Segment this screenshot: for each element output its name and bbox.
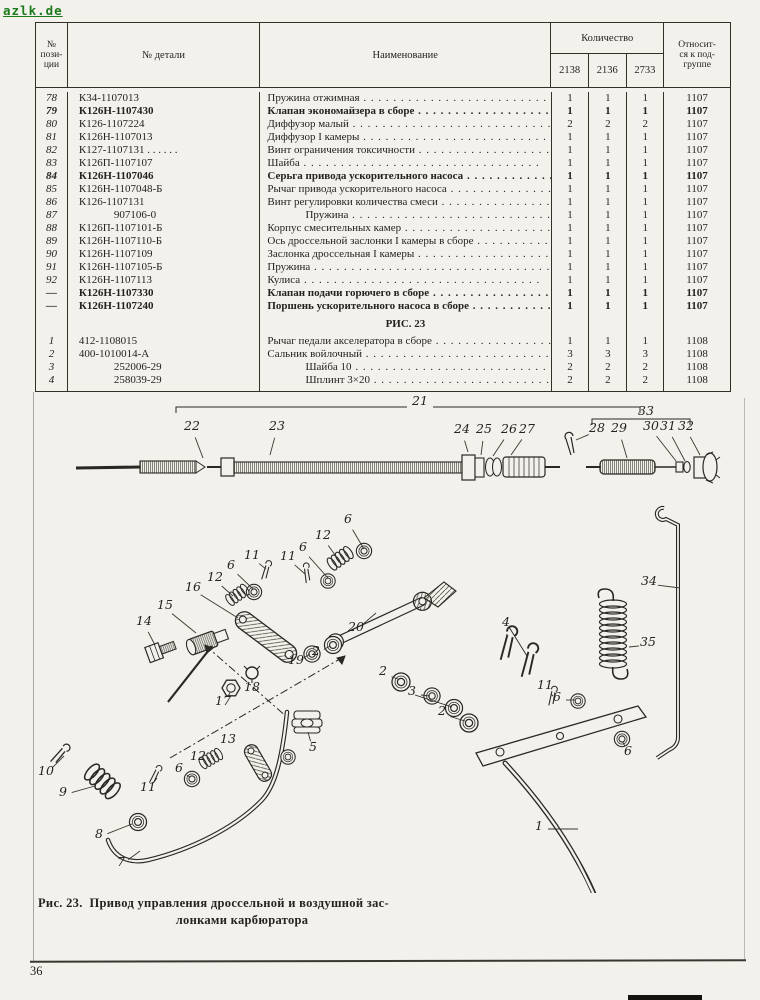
callout-leader bbox=[481, 441, 483, 455]
cell-part-number: К126-1107131 bbox=[68, 196, 260, 209]
table-row bbox=[36, 235, 730, 248]
dot-leader bbox=[432, 335, 551, 348]
cell-qty-2136: 2 bbox=[589, 118, 627, 131]
table-row bbox=[36, 287, 730, 300]
cell-qty-2136: 1 bbox=[589, 144, 627, 157]
callout-number: 2 bbox=[438, 703, 446, 718]
callout-number: 27 bbox=[519, 421, 535, 436]
dot-leader bbox=[474, 235, 551, 248]
table-row bbox=[36, 118, 730, 131]
table-row bbox=[36, 157, 730, 170]
dot-leader bbox=[414, 248, 550, 261]
table-row bbox=[36, 361, 730, 374]
table-row bbox=[36, 274, 730, 287]
callout-number: 21 bbox=[412, 393, 428, 408]
callout-leader bbox=[629, 646, 639, 647]
cell-qty-2138: 1 bbox=[552, 131, 590, 144]
cell-position: 90 bbox=[36, 248, 68, 261]
callout-number: 2 bbox=[312, 643, 320, 658]
cell-qty-2138: 2 bbox=[552, 374, 590, 387]
callout-number: 10 bbox=[38, 763, 54, 778]
callout-number: 6 bbox=[344, 511, 352, 526]
cell-qty-2138: 2 bbox=[552, 118, 590, 131]
cell-subgroup: 1107 bbox=[686, 209, 708, 221]
callout-number: 32 bbox=[678, 418, 694, 433]
caption-text: Привод управления дроссельной и воздушной зас- bbox=[89, 896, 389, 910]
cell-subgroup: 1107 bbox=[686, 92, 708, 104]
cell-qty-2136: 1 bbox=[589, 300, 627, 313]
table-row bbox=[36, 183, 730, 196]
cell-position: 89 bbox=[36, 235, 68, 248]
callout-number: 23 bbox=[269, 418, 285, 433]
cell-name: Поршень ускорительного насоса в сборе . . . bbox=[260, 300, 551, 313]
callout-leader bbox=[128, 851, 140, 860]
cell-qty-2733: 1 bbox=[627, 222, 664, 235]
dot-leader bbox=[359, 131, 550, 144]
cell-name: Клапан подачи горючего в сборе . . . bbox=[260, 287, 551, 300]
cell-qty-2136: 1 bbox=[589, 209, 627, 222]
cell-part-number: 907106-0 bbox=[68, 209, 261, 222]
callout-number: 6 bbox=[553, 689, 561, 704]
cell-subgroup: 1107 bbox=[686, 183, 708, 195]
cell-qty-2733: 1 bbox=[627, 248, 664, 261]
cell-part-number: К126Н-1107240 bbox=[68, 300, 260, 313]
section-title: РИС. 23 bbox=[260, 313, 551, 335]
cell-name: Пружина . . . bbox=[260, 209, 551, 222]
cell-name: Шайба 10 . . . bbox=[260, 361, 551, 374]
throttle-linkage-parts bbox=[145, 543, 456, 758]
cell-qty-2136: 1 bbox=[589, 105, 627, 118]
header-part-number: № детали bbox=[68, 23, 260, 87]
cell-subgroup: 1107 bbox=[686, 105, 708, 117]
cell-qty-2733: 1 bbox=[627, 131, 664, 144]
cell-subgroup: 1107 bbox=[686, 144, 708, 156]
cell-name: Ось дроссельной заслонки I камеры в сборе . . . bbox=[260, 235, 551, 248]
callout-number: 6 bbox=[624, 743, 632, 758]
callout-leader bbox=[270, 438, 275, 455]
cell-part-number: К126П-1107101-Б bbox=[68, 222, 260, 235]
cell-subgroup: 1108 bbox=[686, 348, 708, 360]
callout-number: 29 bbox=[611, 420, 627, 435]
callout-number: 5 bbox=[309, 739, 317, 754]
cell-qty-2733: 1 bbox=[627, 335, 664, 348]
cell-qty-2138: 1 bbox=[552, 235, 590, 248]
header-model-2136: 2136 bbox=[589, 54, 627, 87]
callout-number: 30 bbox=[643, 418, 659, 433]
callout-number: 17 bbox=[215, 693, 231, 708]
cell-position: — bbox=[36, 300, 68, 313]
table-row bbox=[36, 105, 730, 118]
callout-number: 24 bbox=[454, 421, 470, 436]
table-row bbox=[36, 374, 730, 387]
table-row bbox=[36, 144, 730, 157]
cell-name: Серьга привода ускорительного насоса . . . bbox=[260, 170, 551, 183]
cell-qty-2136: 1 bbox=[589, 131, 627, 144]
cell-part-number: 400-1010014-А bbox=[68, 348, 260, 361]
dot-leader bbox=[349, 118, 551, 131]
parts-table bbox=[35, 22, 731, 392]
callout-number: 20 bbox=[348, 619, 364, 634]
cell-part-number: К126-1107224 bbox=[68, 118, 260, 131]
callout-leader bbox=[107, 824, 132, 834]
cell-qty-2136: 1 bbox=[589, 183, 627, 196]
callout-number: 34 bbox=[641, 573, 657, 588]
table-row bbox=[36, 348, 730, 361]
cell-name: Шайба . . . bbox=[260, 157, 551, 170]
cell-name: Заслонка дроссельная I камеры . . . bbox=[260, 248, 551, 261]
callout-leader bbox=[328, 545, 340, 562]
cell-qty-2138: 1 bbox=[552, 222, 590, 235]
cell-subgroup: 1107 bbox=[686, 287, 708, 299]
callout-number: 15 bbox=[157, 597, 173, 612]
cell-qty-2733: 1 bbox=[627, 274, 664, 287]
table-filler-row bbox=[36, 387, 730, 391]
cell-qty-2733: 2 bbox=[627, 118, 664, 131]
callout-number: 7 bbox=[117, 854, 125, 869]
dot-leader bbox=[300, 274, 550, 287]
cell-qty-2136: 1 bbox=[589, 92, 627, 105]
cell-subgroup: 1107 bbox=[686, 196, 708, 208]
dot-leader bbox=[300, 157, 551, 170]
dot-leader bbox=[463, 170, 550, 183]
cell-name: Клапан экономайзера в сборе . . . bbox=[260, 105, 551, 118]
cell-subgroup: 1107 bbox=[686, 274, 708, 286]
callout-number: 11 bbox=[140, 779, 156, 794]
cell-position: 86 bbox=[36, 196, 68, 209]
cell-qty-2136: 1 bbox=[589, 274, 627, 287]
cell-position: 88 bbox=[36, 222, 68, 235]
table-header bbox=[36, 23, 730, 88]
dot-leader bbox=[370, 374, 551, 387]
cell-subgroup: 1108 bbox=[686, 361, 708, 373]
cell-part-number: К126П-1107107 bbox=[68, 157, 260, 170]
cell-part-number: 258039-29 bbox=[68, 374, 261, 387]
dot-leader bbox=[362, 348, 551, 361]
callout-number: 11 bbox=[537, 677, 553, 692]
callout-leader bbox=[195, 437, 203, 458]
cell-part-number: К126Н-1107046 bbox=[68, 170, 260, 183]
cell-qty-2138: 1 bbox=[552, 157, 590, 170]
cell-position: 92 bbox=[36, 274, 68, 287]
figure-caption bbox=[38, 895, 446, 929]
callout-number: 12 bbox=[207, 569, 223, 584]
table-section-row bbox=[36, 313, 730, 335]
cell-name: Шплинт 3×20 . . . bbox=[260, 374, 551, 387]
cell-name: Винт ограничения токсичности . . . bbox=[260, 144, 551, 157]
dot-leader bbox=[348, 209, 550, 222]
cell-position: 78 bbox=[36, 92, 68, 105]
cell-qty-2138: 3 bbox=[552, 348, 590, 361]
header-quantity: Количество bbox=[551, 23, 663, 54]
dot-leader bbox=[310, 261, 550, 274]
callout-leader bbox=[622, 440, 627, 458]
dot-leader bbox=[414, 105, 550, 118]
cell-qty-2138: 1 bbox=[552, 274, 590, 287]
cell-subgroup: 1108 bbox=[686, 335, 708, 347]
callout-number: 16 bbox=[185, 579, 201, 594]
cell-part-number: К127-1107131 . . . . . . bbox=[68, 144, 260, 157]
dot-leader bbox=[415, 144, 551, 157]
cell-qty-2136: 1 bbox=[589, 248, 627, 261]
cell-qty-2733: 1 bbox=[627, 170, 664, 183]
callout-number: 11 bbox=[244, 547, 260, 562]
cell-name: Кулиса . . . bbox=[260, 274, 551, 287]
cell-position: 1 bbox=[36, 335, 68, 348]
caption-line2: лонками карбюратора bbox=[175, 913, 309, 927]
header-model-2138: 2138 bbox=[551, 54, 589, 87]
scan-artifact bbox=[628, 995, 702, 1000]
right-page-edge bbox=[744, 398, 745, 960]
pedal-arm-assembly bbox=[392, 625, 674, 893]
callout-number: 31 bbox=[660, 418, 676, 433]
cell-name: Винт регулировки количества смеси . . . bbox=[260, 196, 551, 209]
callout-leader bbox=[172, 614, 196, 633]
cell-position: 3 bbox=[36, 361, 68, 374]
callout-number: 25 bbox=[476, 421, 492, 436]
callout-leader bbox=[672, 437, 685, 461]
cell-qty-2138: 1 bbox=[552, 105, 590, 118]
table-row bbox=[36, 300, 730, 313]
cell-qty-2136: 1 bbox=[589, 157, 627, 170]
cell-position: 83 bbox=[36, 157, 68, 170]
cell-part-number: К126Н-1107013 bbox=[68, 131, 260, 144]
cell-subgroup: 1107 bbox=[686, 235, 708, 247]
choke-rod-parts bbox=[51, 712, 296, 861]
table-row bbox=[36, 261, 730, 274]
cell-qty-2136: 1 bbox=[589, 335, 627, 348]
callout-number: 2 bbox=[379, 663, 387, 678]
callout-leader bbox=[148, 632, 155, 645]
callout-number: 8 bbox=[95, 826, 103, 841]
cell-qty-2138: 1 bbox=[552, 209, 590, 222]
cell-qty-2136: 1 bbox=[589, 222, 627, 235]
callout-number: 12 bbox=[190, 748, 206, 763]
cell-subgroup: 1107 bbox=[686, 131, 708, 143]
cell-part-number: 412-1108015 bbox=[68, 335, 260, 348]
callout-leader bbox=[690, 437, 700, 455]
callout-leader bbox=[72, 786, 95, 793]
callout-number: 4 bbox=[502, 614, 510, 629]
cell-qty-2138: 2 bbox=[552, 361, 590, 374]
cell-subgroup: 1107 bbox=[686, 261, 708, 273]
cell-qty-2136: 1 bbox=[589, 170, 627, 183]
cell-subgroup: 1107 bbox=[686, 170, 708, 182]
dot-leader bbox=[360, 92, 551, 105]
cell-name: Пружина отжимная . . . bbox=[260, 92, 551, 105]
cell-position: 4 bbox=[36, 374, 68, 387]
table-row bbox=[36, 335, 730, 348]
cell-part-number: К126Н-1107048-Б bbox=[68, 183, 260, 196]
table-row bbox=[36, 209, 730, 222]
cell-qty-2733: 2 bbox=[627, 374, 664, 387]
cell-subgroup: 1107 bbox=[686, 118, 708, 130]
cell-qty-2138: 1 bbox=[552, 196, 590, 209]
table-body bbox=[36, 88, 730, 391]
callout-number: 19 bbox=[288, 652, 304, 667]
left-page-edge bbox=[33, 392, 34, 962]
cell-position: 81 bbox=[36, 131, 68, 144]
cell-part-number: К126Н-1107113 bbox=[68, 274, 260, 287]
header-name: Наименование bbox=[260, 23, 551, 87]
table-row bbox=[36, 92, 730, 105]
header-subgroup: Относит- ся к под- группе bbox=[678, 40, 716, 70]
callout-number: 9 bbox=[59, 784, 67, 799]
cell-subgroup: 1108 bbox=[686, 374, 708, 386]
callout-number: 35 bbox=[640, 634, 656, 649]
cell-part-number: 252006-29 bbox=[68, 361, 261, 374]
callout-leader bbox=[259, 564, 266, 569]
cell-position: 87 bbox=[36, 209, 68, 222]
cell-position: 79 bbox=[36, 105, 68, 118]
dot-leader bbox=[401, 222, 550, 235]
cell-position: — bbox=[36, 287, 68, 300]
callout-number: 28 bbox=[589, 420, 605, 435]
cell-subgroup: 1107 bbox=[686, 157, 708, 169]
dot-leader bbox=[429, 287, 550, 300]
bottom-rule bbox=[30, 959, 746, 962]
cell-qty-2733: 1 bbox=[627, 92, 664, 105]
callout-number: 11 bbox=[280, 548, 296, 563]
cell-subgroup: 1107 bbox=[686, 248, 708, 260]
callout-leader bbox=[576, 435, 589, 440]
cell-qty-2136: 1 bbox=[589, 261, 627, 274]
cell-qty-2138: 1 bbox=[552, 248, 590, 261]
table-row bbox=[36, 131, 730, 144]
callout-number: 6 bbox=[175, 760, 183, 775]
callout-number: 6 bbox=[227, 557, 235, 572]
cell-qty-2136: 2 bbox=[589, 361, 627, 374]
table-row bbox=[36, 170, 730, 183]
callout-leader bbox=[493, 439, 504, 456]
cell-qty-2733: 3 bbox=[627, 348, 664, 361]
callout-leader bbox=[511, 439, 522, 455]
page-number: 36 bbox=[30, 964, 43, 978]
callout-number: 3 bbox=[408, 683, 416, 698]
callout-number: 18 bbox=[244, 679, 260, 694]
cell-qty-2138: 1 bbox=[552, 183, 590, 196]
callout-number: 1 bbox=[535, 818, 543, 833]
callout-number: 22 bbox=[184, 418, 200, 433]
cell-name: Диффузор малый . . . bbox=[260, 118, 551, 131]
cell-qty-2733: 1 bbox=[627, 183, 664, 196]
cell-part-number: К126Н-1107110-Б bbox=[68, 235, 260, 248]
cell-qty-2138: 1 bbox=[552, 300, 590, 313]
cell-part-number: К126Н-1107109 bbox=[68, 248, 260, 261]
cell-part-number: К126Н-1107105-Б bbox=[68, 261, 260, 274]
cell-qty-2733: 1 bbox=[627, 105, 664, 118]
callout-number: 12 bbox=[315, 527, 331, 542]
cell-qty-2733: 1 bbox=[627, 157, 664, 170]
cell-part-number: К34-1107013 bbox=[68, 92, 260, 105]
cell-qty-2136: 1 bbox=[589, 287, 627, 300]
cell-position: 85 bbox=[36, 183, 68, 196]
cell-qty-2136: 3 bbox=[589, 348, 627, 361]
callout-leader bbox=[657, 436, 676, 461]
cell-part-number: К126Н-1107430 bbox=[68, 105, 260, 118]
cell-qty-2138: 1 bbox=[552, 335, 590, 348]
table-row bbox=[36, 222, 730, 235]
cell-name: Рычаг привода ускорительного насоса . . . bbox=[260, 183, 551, 196]
cell-qty-2136: 1 bbox=[589, 196, 627, 209]
cell-position: 80 bbox=[36, 118, 68, 131]
callout-number: 26 bbox=[501, 421, 517, 436]
cell-name: Пружина . . . bbox=[260, 261, 551, 274]
cell-name: Сальник войлочный . . . bbox=[260, 348, 551, 361]
watermark: azlk.de bbox=[3, 3, 63, 18]
callout-number: 13 bbox=[220, 731, 236, 746]
cell-qty-2733: 2 bbox=[627, 361, 664, 374]
callout-number: 33 bbox=[638, 403, 654, 418]
cell-qty-2733: 1 bbox=[627, 144, 664, 157]
callout-number: 14 bbox=[136, 613, 152, 628]
cell-qty-2733: 1 bbox=[627, 300, 664, 313]
cell-qty-2138: 1 bbox=[552, 92, 590, 105]
cell-qty-2138: 1 bbox=[552, 170, 590, 183]
callout-leader bbox=[309, 557, 328, 578]
header-quantity-group bbox=[551, 23, 664, 87]
cell-qty-2733: 1 bbox=[627, 287, 664, 300]
cell-subgroup: 1107 bbox=[686, 300, 708, 312]
callout-number: 6 bbox=[299, 539, 307, 554]
cell-part-number: К126Н-1107330 bbox=[68, 287, 260, 300]
cell-name: Диффузор I камеры . . . bbox=[260, 131, 551, 144]
cell-qty-2733: 1 bbox=[627, 235, 664, 248]
cell-qty-2138: 1 bbox=[552, 261, 590, 274]
cell-qty-2136: 1 bbox=[589, 235, 627, 248]
dot-leader bbox=[469, 300, 551, 313]
figure-23-diagram bbox=[0, 393, 760, 893]
dot-leader bbox=[352, 361, 551, 374]
cell-position: 2 bbox=[36, 348, 68, 361]
cell-qty-2733: 1 bbox=[627, 196, 664, 209]
table-row bbox=[36, 248, 730, 261]
table-row bbox=[36, 196, 730, 209]
cell-subgroup: 1107 bbox=[686, 222, 708, 234]
cell-position: 91 bbox=[36, 261, 68, 274]
header-position: № пози- ции bbox=[36, 23, 68, 87]
cell-name: Корпус смесительных камер . . . bbox=[260, 222, 551, 235]
cell-position: 84 bbox=[36, 170, 68, 183]
cell-qty-2138: 1 bbox=[552, 144, 590, 157]
callout-leader bbox=[465, 441, 468, 452]
cell-qty-2733: 1 bbox=[627, 209, 664, 222]
cell-qty-2733: 1 bbox=[627, 261, 664, 274]
cell-qty-2138: 1 bbox=[552, 287, 590, 300]
dot-leader bbox=[438, 196, 551, 209]
cell-position: 82 bbox=[36, 144, 68, 157]
cell-name: Рычаг педали акселератора в сборе . . . bbox=[260, 335, 551, 348]
caption-label: Рис. 23. bbox=[38, 896, 83, 910]
header-model-2733: 2733 bbox=[634, 65, 656, 76]
cell-qty-2136: 2 bbox=[589, 374, 627, 387]
dot-leader bbox=[447, 183, 551, 196]
